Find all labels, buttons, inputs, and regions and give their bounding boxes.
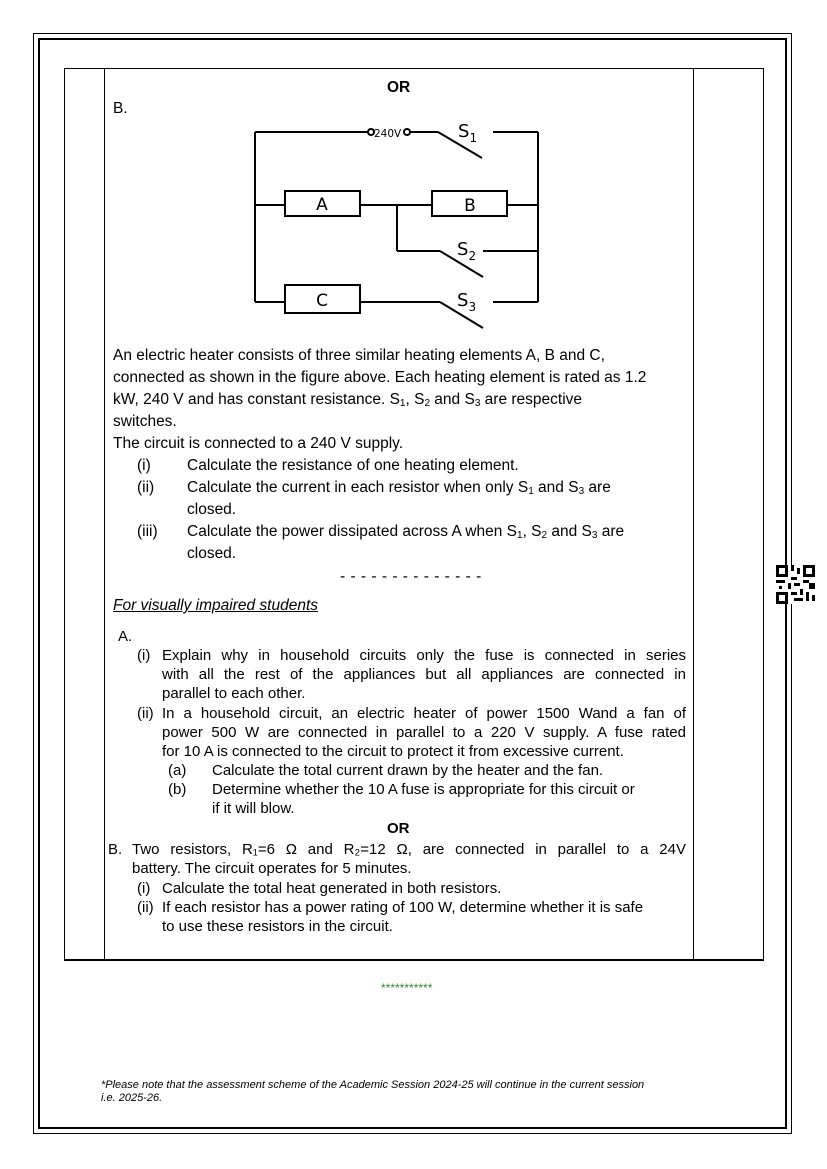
vi-bi-num: (i): [137, 880, 151, 897]
table-column-divider-left: [104, 68, 105, 961]
vi-ii-text: In a household circuit, an electric heater of power 1500 Wand a fan of power 500 W are connected in parallel to a 220 V supply. A fuse rated for 10 A is connected to the circuit to protect it from excessive current.: [162, 705, 686, 760]
question-line: kW, 240 V and has constant resistance. $S_1$, $S_2$ and $S_3$ are respective: [113, 391, 583, 409]
switch-s3-label: $S_3$: [457, 290, 477, 314]
vi-b-label: B.: [108, 841, 123, 858]
option-b-label: B.: [113, 100, 128, 117]
vi-a-label: A.: [118, 628, 133, 645]
vi-bii-text: If each resistor has a power rating of 100 W, determine whether it is safe to use these resistors in the circuit.: [162, 899, 644, 935]
resistor-c-label: C: [316, 291, 328, 311]
or-heading: OR: [387, 79, 411, 96]
circuit-diagram: [240, 110, 560, 335]
vi-b-question: Two resistors, R₁=6 Ω and R₂=12 Ω, are connected in parallel to a 24V battery. The circuit operates for 5 minutes.: [132, 841, 686, 877]
vi-bii-num: (ii): [137, 899, 154, 916]
question-line: The circuit is connected to a 240 V supply.: [113, 435, 404, 452]
vi-b-num: (b): [168, 781, 187, 798]
footnote: *Please note that the assessment scheme of the Academic Session 2024-25 will continue in the current session i.e. 2025-26.: [101, 1079, 645, 1104]
part-i-text: Calculate the resistance of one heating element.: [187, 457, 519, 474]
table-column-divider-right: [693, 68, 694, 961]
part-iii-text: Calculate the power dissipated across A when $S_1$, $S_2$ and $S_3$ are closed.: [187, 523, 625, 562]
vi-a-text: Calculate the total current drawn by the heater and the fan.: [212, 762, 604, 779]
question-line: An electric heater consists of three similar heating elements A, B and C,: [113, 347, 605, 364]
section-separator: - - - - - - - - - - - - - -: [340, 568, 482, 585]
visually-impaired-heading: For visually impaired students: [113, 597, 319, 614]
vi-i-num: (i): [137, 647, 151, 664]
part-i-num: (i): [137, 457, 151, 474]
resistor-a-label: A: [316, 195, 328, 215]
vi-bi-text: Calculate the total heat generated in both resistors.: [162, 880, 502, 897]
part-ii-text: Calculate the current in each resistor when only $S_1$ and $S_3$ are closed.: [187, 479, 611, 518]
resistor-b-label: B: [464, 196, 476, 216]
vi-i-text: Explain why in household circuits only the fuse is connected in series with all the rest of the appliances but all appliances are connected in parallel to each other.: [162, 647, 686, 702]
supply-label: 240V: [374, 128, 402, 140]
end-stars: ***********: [381, 981, 433, 995]
vi-ii-num: (ii): [137, 705, 154, 722]
vi-a-num: (a): [168, 762, 187, 779]
question-line: connected as shown in the figure above. Each heating element is rated as 1.2: [113, 369, 647, 386]
qr-code-icon: [776, 565, 815, 604]
switch-s1-label: $S_1$: [458, 121, 478, 145]
vi-or-heading: OR: [387, 820, 410, 837]
question-b-text: [113, 345, 688, 455]
switch-s2-label: $S_2$: [457, 239, 477, 263]
part-ii-num: (ii): [137, 479, 155, 496]
vi-b-text: Determine whether the 10 A fuse is appropriate for this circuit or if it will blow.: [212, 781, 635, 817]
question-line: switches.: [113, 413, 177, 430]
part-iii-num: (iii): [137, 523, 158, 540]
